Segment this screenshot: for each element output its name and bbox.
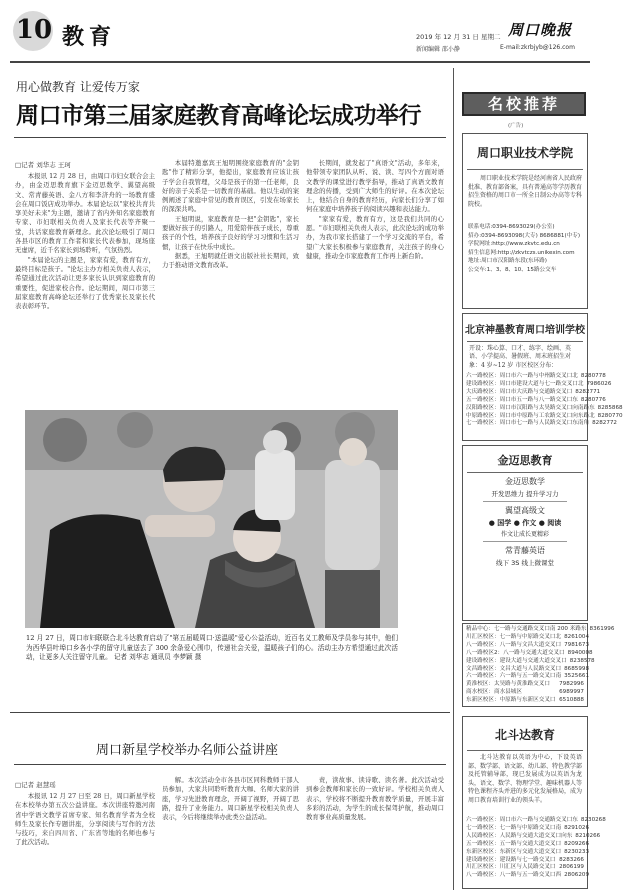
school-address: 东新区校区：东新区与交通大道交叉口 [466, 848, 562, 855]
school-address: 建设路校区：建设大道与交通大道交叉口 [466, 657, 567, 664]
ad-beidouda-schools [466, 817, 606, 880]
header-rule [10, 61, 590, 63]
ad-jinmaisi-sub1-slogan: 开发思维力 提升学习力 [491, 490, 559, 498]
article-column-2 [162, 159, 299, 339]
school-address: 五一路校区：周口市五一路与八一路交叉口东 [466, 396, 578, 403]
school-row [466, 689, 584, 697]
school-phone: 3525661 [564, 673, 590, 680]
school-row [466, 380, 612, 389]
ad-beidouda [462, 716, 606, 889]
school-address: 人民路校区：人民路与交通大道交叉口向东 [466, 832, 573, 839]
school-address: 五一路校区：五一路与交通大道交叉口 [466, 840, 562, 847]
contact-line: 联系电话:0394-8693029(办公室) [468, 224, 555, 230]
article-column-3 [306, 159, 444, 349]
school-row [466, 404, 623, 413]
school-phone: 7982996 [559, 681, 584, 688]
ad-zhiye-body: 周口职业技术学院是经河南省人民政府批准、教育部备案，具有普通高等学历教育招生资格的周口市一所全日制公办高等专科院校。 [468, 175, 583, 208]
school-address: 文昌路校区：文昌大道与人民路交叉口 [466, 665, 562, 672]
ad-shenjian-schools [466, 373, 623, 428]
second-headline-rule [14, 764, 446, 765]
page-header [0, 0, 600, 62]
contact-line: 地址:周口市汉阳路东段(东环路) [468, 258, 547, 264]
school-phone: 6989997 [559, 689, 584, 696]
school-phone: 8280776 [580, 396, 606, 403]
school-row [466, 420, 617, 428]
school-row [466, 832, 601, 841]
paragraph: "家家有爱，教育有方，这是我们共同的心愿。"市妇联相关负责人表示，此次论坛的成功举办，为我市家长搭建了一个学习交流的平台，希望广大家长积极参与家庭教育，关注孩子的身心健康，推动全市家庭教育工作再上新台阶。 [306, 214, 444, 260]
school-address: 商水校区：商水县城区 [466, 689, 522, 696]
ad-jinmaisi-sub3: 常青藤英语 [505, 546, 545, 555]
school-row [466, 388, 601, 397]
ad-jinmaisi-sub2: 翼望高级文 [505, 506, 545, 515]
ad-jinmaisi-schools [462, 623, 615, 707]
paragraph: 解。本次活动全市各县市区同科教师干部人员参加，大家共同聆听教育大咖、名师大家的讲座，学习先进教育理念，开阔了视野，开阔了思路，提升了业务能力。周口新星学校相关负责人表示，今后将继续举办此类公益活动。 [162, 776, 299, 822]
ad-shenjian-title: 北京神墨教育周口培训学校 [465, 325, 585, 336]
school-address: 六一路校区：周口市六一路与交通路交叉口东 [466, 817, 578, 823]
school-phone: 8209266 [564, 840, 590, 847]
paragraph: 本届特邀嘉宾王旭明围绕家庭教育的"金钥匙"作了精彩分享，他提出，家庭教育应该让孩子学会自我管理，父母是孩子的第一任老师，良好的亲子关系是一切教育的基础。他以生动的案例阐述了家庭中常见的教育误区，引发在场家长的深深共鸣。 [162, 159, 299, 214]
paragraph: 王旭明说，家庭教育是一把"金钥匙"，家长要做好孩子的引路人，用爱陪伴孩子成长，尊重孩子的个性，培养孩子良好的学习习惯和生活习惯，让孩子在快乐中成长。 [162, 214, 299, 251]
ad-jinmaisi-title: 金迈思教育 [497, 454, 553, 467]
ad-jinmaisi-sub3-slogan: 线下 3S 线上微课堂 [496, 559, 554, 567]
school-address: 汉阳路校区：周口市汉阳路与太昊路交叉口向南路东 [466, 404, 595, 411]
school-phone: 8285868 [597, 404, 623, 411]
school-phone: 8283266 [559, 856, 584, 863]
ad-jinmaisi [462, 445, 588, 621]
paragraph: 本报讯 12 月 27 日至 28 日，周口新星学校在本校举办第五次公益讲座。本次讲座特邀河南省中学语文教学首席专家、知名教育学者为全校师生及家长作专题讲座，分享阅读与写作的方法与技巧，来自四川省、广东省等地的名师也参与了此次活动。 [15, 792, 155, 847]
ad-zhiye [462, 133, 588, 309]
page-number: 10 [15, 15, 53, 45]
school-phone: 8230268 [580, 817, 606, 823]
paragraph: 长期间，就发起了"真语文"活动，多年来，他带领专家团队从听、说、读、写四个方面对语文教学的课堂进行教学指导，推动了真语文教育理念的传播，受到广大师生的好评。在本次论坛上，他结合自身的教育经历，向家长们分享了如何在家庭中培养孩子的阅读兴趣和表达能力。 [306, 159, 444, 214]
school-phone: 8282772 [592, 420, 617, 427]
article-byline: □记者 刘华志 王珂 [15, 161, 71, 169]
contact-line: 招生信息网:http://zkvtczs.unikexin.com [468, 249, 575, 256]
school-address: 川汇区校区：七一路与中原路交叉口北 [466, 633, 562, 640]
contact-line: 学院网址:http://www.zkvtc.edu.cn [468, 241, 560, 247]
ad-beidouda-body: 北斗达教育以英语为中心，下设英语部、数学部、语文部、幼儿部、特色教学部及托管辅导部，现已发展成为以英语为龙头，语文、数学、物理学堂、趣味机器人等特色课程齐头并进的多元化发展格局，成为周口教育培训行业的领头羊。 [468, 754, 583, 804]
school-phone: 6510888 [559, 697, 584, 704]
ad-jinmaisi-sub2-items: ● 国学 ● 作文 ● 阅读 [488, 519, 562, 527]
paragraph: 责，读故事、读诗歌、读名著。此次活动受到参会教师和家长的一致好评。学校相关负责人表示，学校将不断提升教育教学质量，开展丰富多彩的活动，为学生的成长保驾护航，推动周口教育事业高质量发展。 [306, 776, 444, 822]
school-address: 八一路校区：八一路与五一路交叉口西 [466, 872, 562, 879]
date-line: 2019 年 12 月 31 日 星期二 [416, 33, 501, 41]
school-address: 大庆路校区：周口市大庆路与交通路交叉口 [466, 388, 573, 395]
headline-rule [14, 137, 446, 138]
second-headline: 周口新星学校举办名师公益讲座 [96, 743, 279, 758]
school-phone: 8261004 [564, 633, 590, 640]
school-phone: 8940008 [567, 649, 593, 656]
school-phone: 8291026 [564, 824, 590, 831]
ad-beidouda-title: 北斗达教育 [494, 728, 555, 742]
article-headline: 周口市第三届家庭教育高峰论坛成功举行 [16, 102, 421, 129]
school-address: 中原路校区：周口市中原路与工农路交叉口向东路北 [466, 412, 595, 419]
photo-illustration [25, 410, 398, 628]
school-row [466, 697, 584, 705]
ad-shenjian [462, 313, 623, 441]
school-address: 八一路校区：八一路与文昌大道交叉口 [466, 641, 562, 648]
article-column-1 [15, 172, 155, 332]
school-address: 建设路校区：建设路与七一路交叉口 [466, 856, 556, 863]
ad-banner-title: 名校推荐 [487, 95, 560, 113]
editor-line: 新闻编辑 邵小静 [416, 46, 460, 53]
ad-jinmaisi-sub1: 金迈思数学 [505, 477, 545, 486]
school-phone: 8361996 [589, 626, 615, 632]
ad-jinmaisi-sub2-slogan: 作文让成长更精彩 [500, 531, 549, 538]
ad-banner-note: (广告) [508, 123, 524, 129]
school-row [466, 848, 590, 857]
school-phone: 8210266 [575, 832, 601, 839]
school-row [466, 824, 590, 833]
school-row [466, 641, 590, 650]
school-row [466, 657, 595, 666]
email-line: E-mail:zkrbjyb@126.com [500, 44, 575, 51]
school-phone: 7986026 [586, 380, 612, 387]
photo-caption: 12 月 27 日，周口市妇联联合北斗达教育启动了"第五届暖周口·送温暖"爱心公益活动，近百名义工教师及学员参与其中，他们为西华县叶埠口乡各小学的留守儿童送去了 300 余条爱心围巾，传递社会关爱，温暖孩子们的心。活动主办方希望通过此次活动，让更多人关注留守儿童。 记者 刘华志 通讯员 李梦颖 摄 [26, 634, 398, 662]
second-column-3 [306, 776, 444, 889]
school-row [466, 840, 590, 849]
school-phone: 8280770 [597, 412, 623, 419]
school-address: 七一路校区：周口市七一路与人民路交叉口东南角 [466, 420, 590, 427]
school-phone: 2806209 [564, 872, 590, 879]
school-address: 川汇区校区：川汇区与人民路交叉口 [466, 864, 556, 871]
masthead-logo: 周口晚报 [508, 21, 573, 39]
contact-line: 招办:0394-8693098(大专) 8686881(中专) [468, 232, 581, 239]
section-divider [10, 712, 450, 713]
ad-zhiye-contacts [468, 223, 582, 274]
school-phone: 8685998 [564, 665, 590, 672]
school-row [466, 633, 590, 642]
paragraph: 据悉，王旭明就任语文出版社社长期间，致力于推动语文教育改革。 [162, 251, 299, 270]
second-column-2 [162, 776, 299, 889]
school-address: 黄淮校区：太昊路与黄淮路交叉口 [466, 681, 550, 688]
school-phone: 8238578 [569, 657, 595, 664]
ad-zhiye-title: 周口职业技术学院 [476, 146, 573, 160]
second-byline: □记者 赵慧瑶 [15, 781, 56, 789]
school-phone: 2806199 [559, 864, 584, 871]
school-row [466, 649, 593, 658]
school-address: 六一路校区：周口市六一路与中州路交叉口北 [466, 373, 578, 379]
second-column-1 [15, 792, 155, 889]
school-phone: 8282771 [575, 388, 601, 395]
paragraph: "本届论坛的主题是，家家有爱，教育有方，最终目标是孩子。"论坛主办方相关负责人表示，希望通过此次活动让更多家长认识到家庭教育的重要性，促进家校合作。论坛期间，周口市第三届家庭教育高峰论坛还举行了优秀家长及家长代表表彰环节。 [15, 255, 155, 311]
school-address: 七一路校区：七一路与中原路交叉口南 [466, 824, 562, 831]
school-row [466, 396, 606, 405]
school-phone: 8230233 [564, 848, 590, 855]
school-address: 精品中心：七一路与交通路交叉口南 200 米路东 [466, 626, 587, 632]
section-title: 教育 [62, 24, 117, 50]
contact-line: 公交车:1、3、8、10、15路公交车 [468, 266, 557, 273]
school-row [466, 373, 606, 381]
ad-shenjian-body: 开设：珠心算、口才、练字、绘画、英语、小学提高、暑假班、周末班招生对象：4 岁~12 岁 市区校区分布： [469, 345, 572, 369]
school-row [466, 872, 590, 880]
article-kicker: 用心做教育 让爱传万家 [16, 80, 140, 94]
school-address: 东新区校区：中原路与东新区交叉口 [466, 697, 556, 704]
school-address: 建设路校区：周口市建设大道与七一路交叉口北 [466, 380, 584, 387]
news-photo [25, 410, 398, 628]
school-address: 八一路校区2：八一路与交通大道交叉口 [466, 649, 565, 656]
school-row [466, 626, 615, 634]
school-address: 六一路校区：六一路与五一路交叉口南 [466, 673, 562, 680]
school-row [466, 817, 606, 825]
paragraph: 本报讯 12 月 28 日，由周口市妇女联合会主办，由金迈思教育旗下金迈思数学、翼望高级文、常青藤英语、金八方和李济舟的一场教育盛会在周口饭店成功举办。本届论坛以"家校共育共享美好未来"为主题，邀请了省内外知名家庭教育专家、市妇联相关负责人及家长代表等齐聚一堂，共话家庭教育新理念。此次论坛吸引了周口各县市区的教育工作者和家长代表参加，现场座无虚席，近千名家长到场聆听，气氛热烈。 [15, 172, 155, 255]
school-phone: 7981673 [564, 641, 590, 648]
school-phone: 8280778 [580, 373, 606, 379]
ad-banner [462, 92, 586, 116]
